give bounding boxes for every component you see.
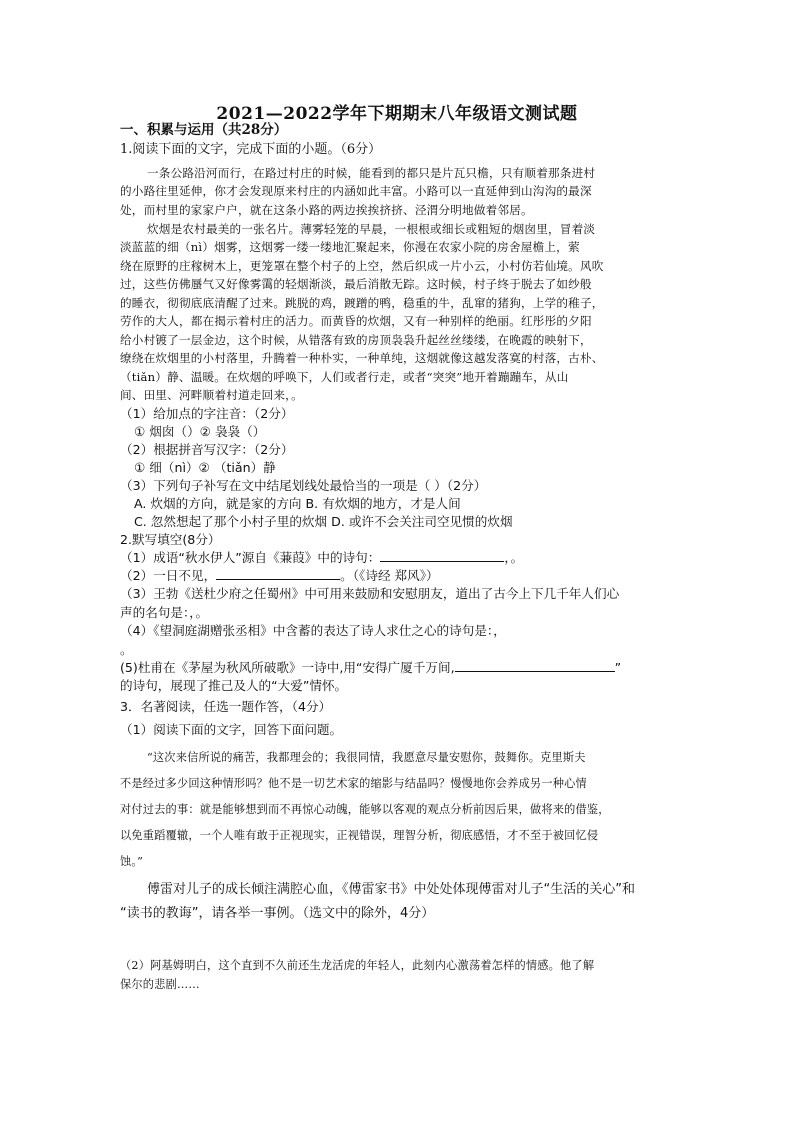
option-a-b: A. 炊烟的方向，就是家的方向 B. 有炊烟的地方，才是人间 [134, 496, 461, 511]
passage-line: 过，这些仿佛蜃气又好像雾霭的轻烟渐淡，最后消散无踪。这时候，村子终于脱去了如纱般 [120, 277, 592, 291]
letter-passage-line: 以免重蹈覆辙，一个人唯有敢于正视现实，正视错误，理智分析，彻底感悟，才不至于被回忆侵 [120, 829, 599, 842]
question-3-sub-2-line: （2）阿基姆明白，这个直到不久前还生龙活虎的年轻人，此刻内心激荡着怎样的情感。他了解 [120, 959, 595, 972]
question-2-stem: 2.默写填空(8分） [120, 532, 221, 547]
question-3-prompt-b: “读书的教诲”，请各举一事例。（选文中的除外，4分） [120, 906, 435, 921]
fill-line-2-tail: 。（《诗经 郑风》） [340, 568, 439, 583]
question-1-sub-2-items: ① 细（nì）② （tiǎn）静 [134, 460, 276, 475]
answer-blank[interactable] [455, 659, 615, 672]
option-c-d: C. 忽然想起了那个小村子里的炊烟 D. 或许不会关注司空见惯的炊烟 [134, 514, 513, 529]
passage-line: 缭绕在炊烟里的小村落里，升腾着一种朴实，一种单纯，这烟就像这越发落寞的村落，古朴、 [120, 351, 604, 365]
question-1-stem: 1.阅读下面的文字，完成下面的小题。（6分） [120, 142, 382, 157]
letter-passage-line: 对付过去的事：就是能够想到而不再惊心动魄，能够以客观的观点分析前因后果，做将来的借鉴， [120, 803, 610, 816]
section-heading: 一、积累与运用（共28分） [120, 122, 288, 138]
fill-line-1 [120, 549, 523, 567]
fill-line-5a [120, 659, 621, 677]
passage-line: 炊烟是农村最美的一张名片。薄雾轻笼的早晨，一根根或细长或粗短的烟囱里，冒着淡 [147, 222, 596, 236]
fill-line-4b: 。 [120, 642, 133, 657]
passage-line: 一条公路沿河而行，在路过村庄的时候，能看到的都只是片瓦只檐，只有顺着那条进村 [147, 166, 596, 180]
question-1-sub-1-items: ① 烟囱（）② 袅袅（） [134, 424, 266, 439]
question-3-prompt-a: 傅雷对儿子的成长倾注满腔心血，《傅雷家书》中处处体现傅雷对儿子“生活的关心”和 [147, 882, 635, 897]
passage-line: 的睡衣，彻彻底底清醒了过来。跳脱的鸡，踱蹭的鸭，稳重的牛，乱窜的猪狗，上学的稚子， [120, 296, 604, 310]
passage-line: 间、田里、河畔顺着村道走回来，。 [120, 388, 303, 402]
passage-line: （tiǎn）静、温暖。在炊烟的呼唤下，人们或者行走，或者“突突”地开着蹦蹦车，从山 [120, 370, 569, 384]
question-3-stem: 3．名著阅读，任选一题作答，（4分） [120, 699, 332, 714]
question-3-sub-2-line: 保尔的悲剧…… [120, 978, 200, 991]
fill-line-5b: 的诗句，展现了推己及人的“大爱”情怀。 [120, 678, 348, 693]
passage-line: 处，而村里的家家户户，就在这条小路的两边挨挨挤挤、泾渭分明地做着邻居。 [120, 203, 533, 217]
passage-line: 绕在原野的庄稼树木上，更笼罩在整个村子的上空，然后织成一片小云，小村仿若仙境。风吹 [120, 259, 604, 273]
letter-passage-line: “这次来信所说的痛苦，我都理会的；我很同情，我愿意尽量安慰你，鼓舞你。克里斯夫 [147, 751, 586, 764]
letter-passage-line: 不是经过多少回这种情形吗？他不是一切艺术家的缩影与结晶吗？慢慢地你会养成另一种心情 [120, 777, 587, 790]
page-title: 2021—2022学年下期期末八年级语文测试题 [216, 104, 578, 124]
fill-line-1-tail: ，。 [504, 550, 524, 565]
quote-mark: ” [614, 660, 622, 675]
fill-line-3b: 声的名句是：，。 [120, 605, 209, 620]
question-1-sub-1: （1）给加点的字注音：（2分） [120, 406, 294, 421]
fill-line-4a: （4）《望洞庭湖赠张丞相》中含蓄的表达了诗人求仕之心的诗句是：， [120, 623, 506, 638]
letter-passage-line: 蚀。” [120, 855, 144, 868]
passage-line: 淡蓝蓝的细（nì）烟雾，这烟雾一缕一缕地汇聚起来，你漫在农家小院的房舍屋檐上，萦 [120, 240, 580, 254]
answer-blank[interactable] [380, 549, 504, 562]
fill-line-3a: （3）王勃《送杜少府之任蜀州》中可用来鼓励和安慰朋友，道出了古今上下几千年人们心 [120, 586, 620, 601]
fill-line-2 [120, 567, 439, 585]
fill-line-1-text: （1）成语“秋水伊人”源自《蒹葭》中的诗句： [120, 550, 381, 565]
passage-line: 给小村镀了一层金边，这个时候，从错落有致的房顶袅袅升起丝丝缕缕，在晚霞的映射下， [120, 333, 592, 347]
answer-blank[interactable] [216, 567, 340, 580]
fill-line-2-text: （2）一日不见， [120, 568, 217, 583]
fill-line-5-text: (5)杜甫在《茅屋为秋风所破歌》一诗中,用“安得广厦千万间, [120, 660, 455, 675]
passage-line: 劳作的大人，都在揭示着村庄的活力。而黄昏的炊烟，又有一种别样的绝丽。红彤彤的夕阳 [120, 314, 592, 328]
question-3-sub-1: （1）阅读下面的文字，回答下面问题。 [120, 722, 343, 737]
question-1-sub-3: （3）下列句子补写在文中结尾划线处最恰当的一项是（ ）（2分） [120, 478, 487, 493]
question-1-sub-2: （2）根据拼音写汉字：（2分） [120, 442, 294, 457]
passage-line: 的小路往里延伸，你才会发现原来村庄的内涵如此丰富。小路可以一直延伸到山沟沟的最深 [120, 184, 592, 198]
